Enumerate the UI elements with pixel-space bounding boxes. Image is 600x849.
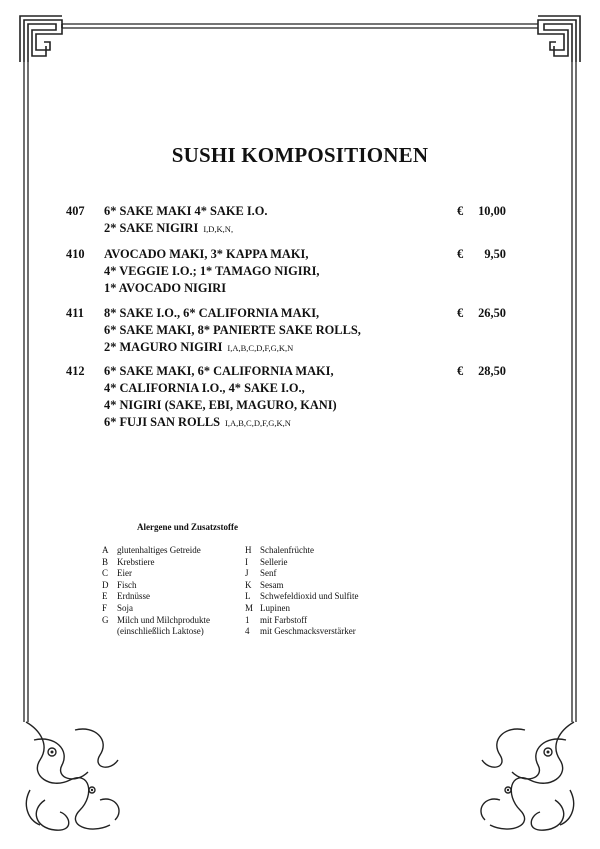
item-line: 6* SAKE MAKI 4* SAKE I.O. (104, 204, 268, 218)
allergen-codes: I,D,K,N, (203, 224, 234, 234)
allergen-legend-left (102, 545, 242, 638)
currency-symbol: € (457, 364, 464, 378)
item-price: 28,50 (478, 364, 506, 378)
item-line: 2* SAKE NIGIRI I,D,K,N, (104, 221, 234, 235)
item-line: AVOCADO MAKI, 3* KAPPA MAKI, (104, 247, 309, 261)
corner-ornament-top-right (538, 16, 580, 62)
legend-entry: (einschließlich Laktose) (117, 626, 204, 637)
item-line: 1* AVOCADO NIGIRI (104, 281, 227, 295)
item-line: 4* VEGGIE I.O.; 1* TAMAGO NIGIRI, (104, 264, 320, 278)
item-line: 8* SAKE I.O., 6* CALIFORNIA MAKI, (104, 306, 320, 320)
item-price: 10,00 (478, 204, 506, 218)
legend-entry: I Sellerie (245, 556, 288, 567)
allergen-legend-right (245, 545, 405, 638)
legend-entry: H Schalenfrüchte (245, 545, 314, 555)
legend-entry: C Eier (102, 568, 132, 579)
legend-entry: D Fisch (102, 579, 137, 590)
item-number: 410 (66, 247, 85, 261)
dragon-ornament-bottom-left (26, 722, 119, 830)
legend-entry: 1 mit Farbstoff (245, 614, 308, 625)
item-number: 407 (66, 204, 85, 218)
legend-entry: E Erdnüsse (102, 591, 150, 602)
legend-entry: J Senf (245, 568, 277, 579)
item-line: 6* SAKE MAKI, 8* PANIERTE SAKE ROLLS, (104, 323, 361, 337)
legend-entry: L Schwefeldioxid und Sulfite (245, 591, 359, 602)
item-line: 2* MAGURO NIGIRI I,A,B,C,D,F,G,K,N (104, 340, 294, 354)
item-line: 4* CALIFORNIA I.O., 4* SAKE I.O., (104, 381, 305, 395)
item-line: 6* FUJI SAN ROLLS I,A,B,C,D,F,G,K,N (104, 415, 291, 429)
currency-symbol: € (457, 306, 464, 320)
legend-entry: B Krebstiere (102, 556, 155, 567)
item-line: 4* NIGIRI (SAKE, EBI, MAGURO, KANI) (104, 398, 337, 412)
allergen-codes: I,A,B,C,D,F,G,K,N (227, 343, 294, 353)
allergen-legend-title: Alergene und Zusatzstoffe (137, 522, 238, 532)
legend-entry: A glutenhaltiges Getreide (102, 545, 201, 555)
item-price: 26,50 (478, 306, 506, 320)
legend-entry: K Sesam (245, 579, 284, 590)
legend-entry: M Lupinen (245, 602, 290, 613)
item-number: 412 (66, 364, 85, 378)
item-number: 411 (66, 306, 84, 320)
corner-ornament-top-left (20, 16, 62, 62)
item-line: 6* SAKE MAKI, 6* CALIFORNIA MAKI, (104, 364, 334, 378)
currency-symbol: € (457, 204, 464, 218)
legend-entry: G Milch und Milchprodukte (102, 614, 210, 625)
currency-symbol: € (457, 247, 464, 261)
dragon-ornament-bottom-right (481, 722, 574, 830)
legend-entry: 4 mit Geschmacksverstärker (245, 626, 356, 637)
allergen-codes: I,A,B,C,D,F,G,K,N (225, 418, 291, 428)
page-title: SUSHI KOMPOSITIONEN (171, 143, 429, 167)
legend-entry: F Soja (102, 602, 134, 613)
item-price: 9,50 (484, 247, 506, 261)
